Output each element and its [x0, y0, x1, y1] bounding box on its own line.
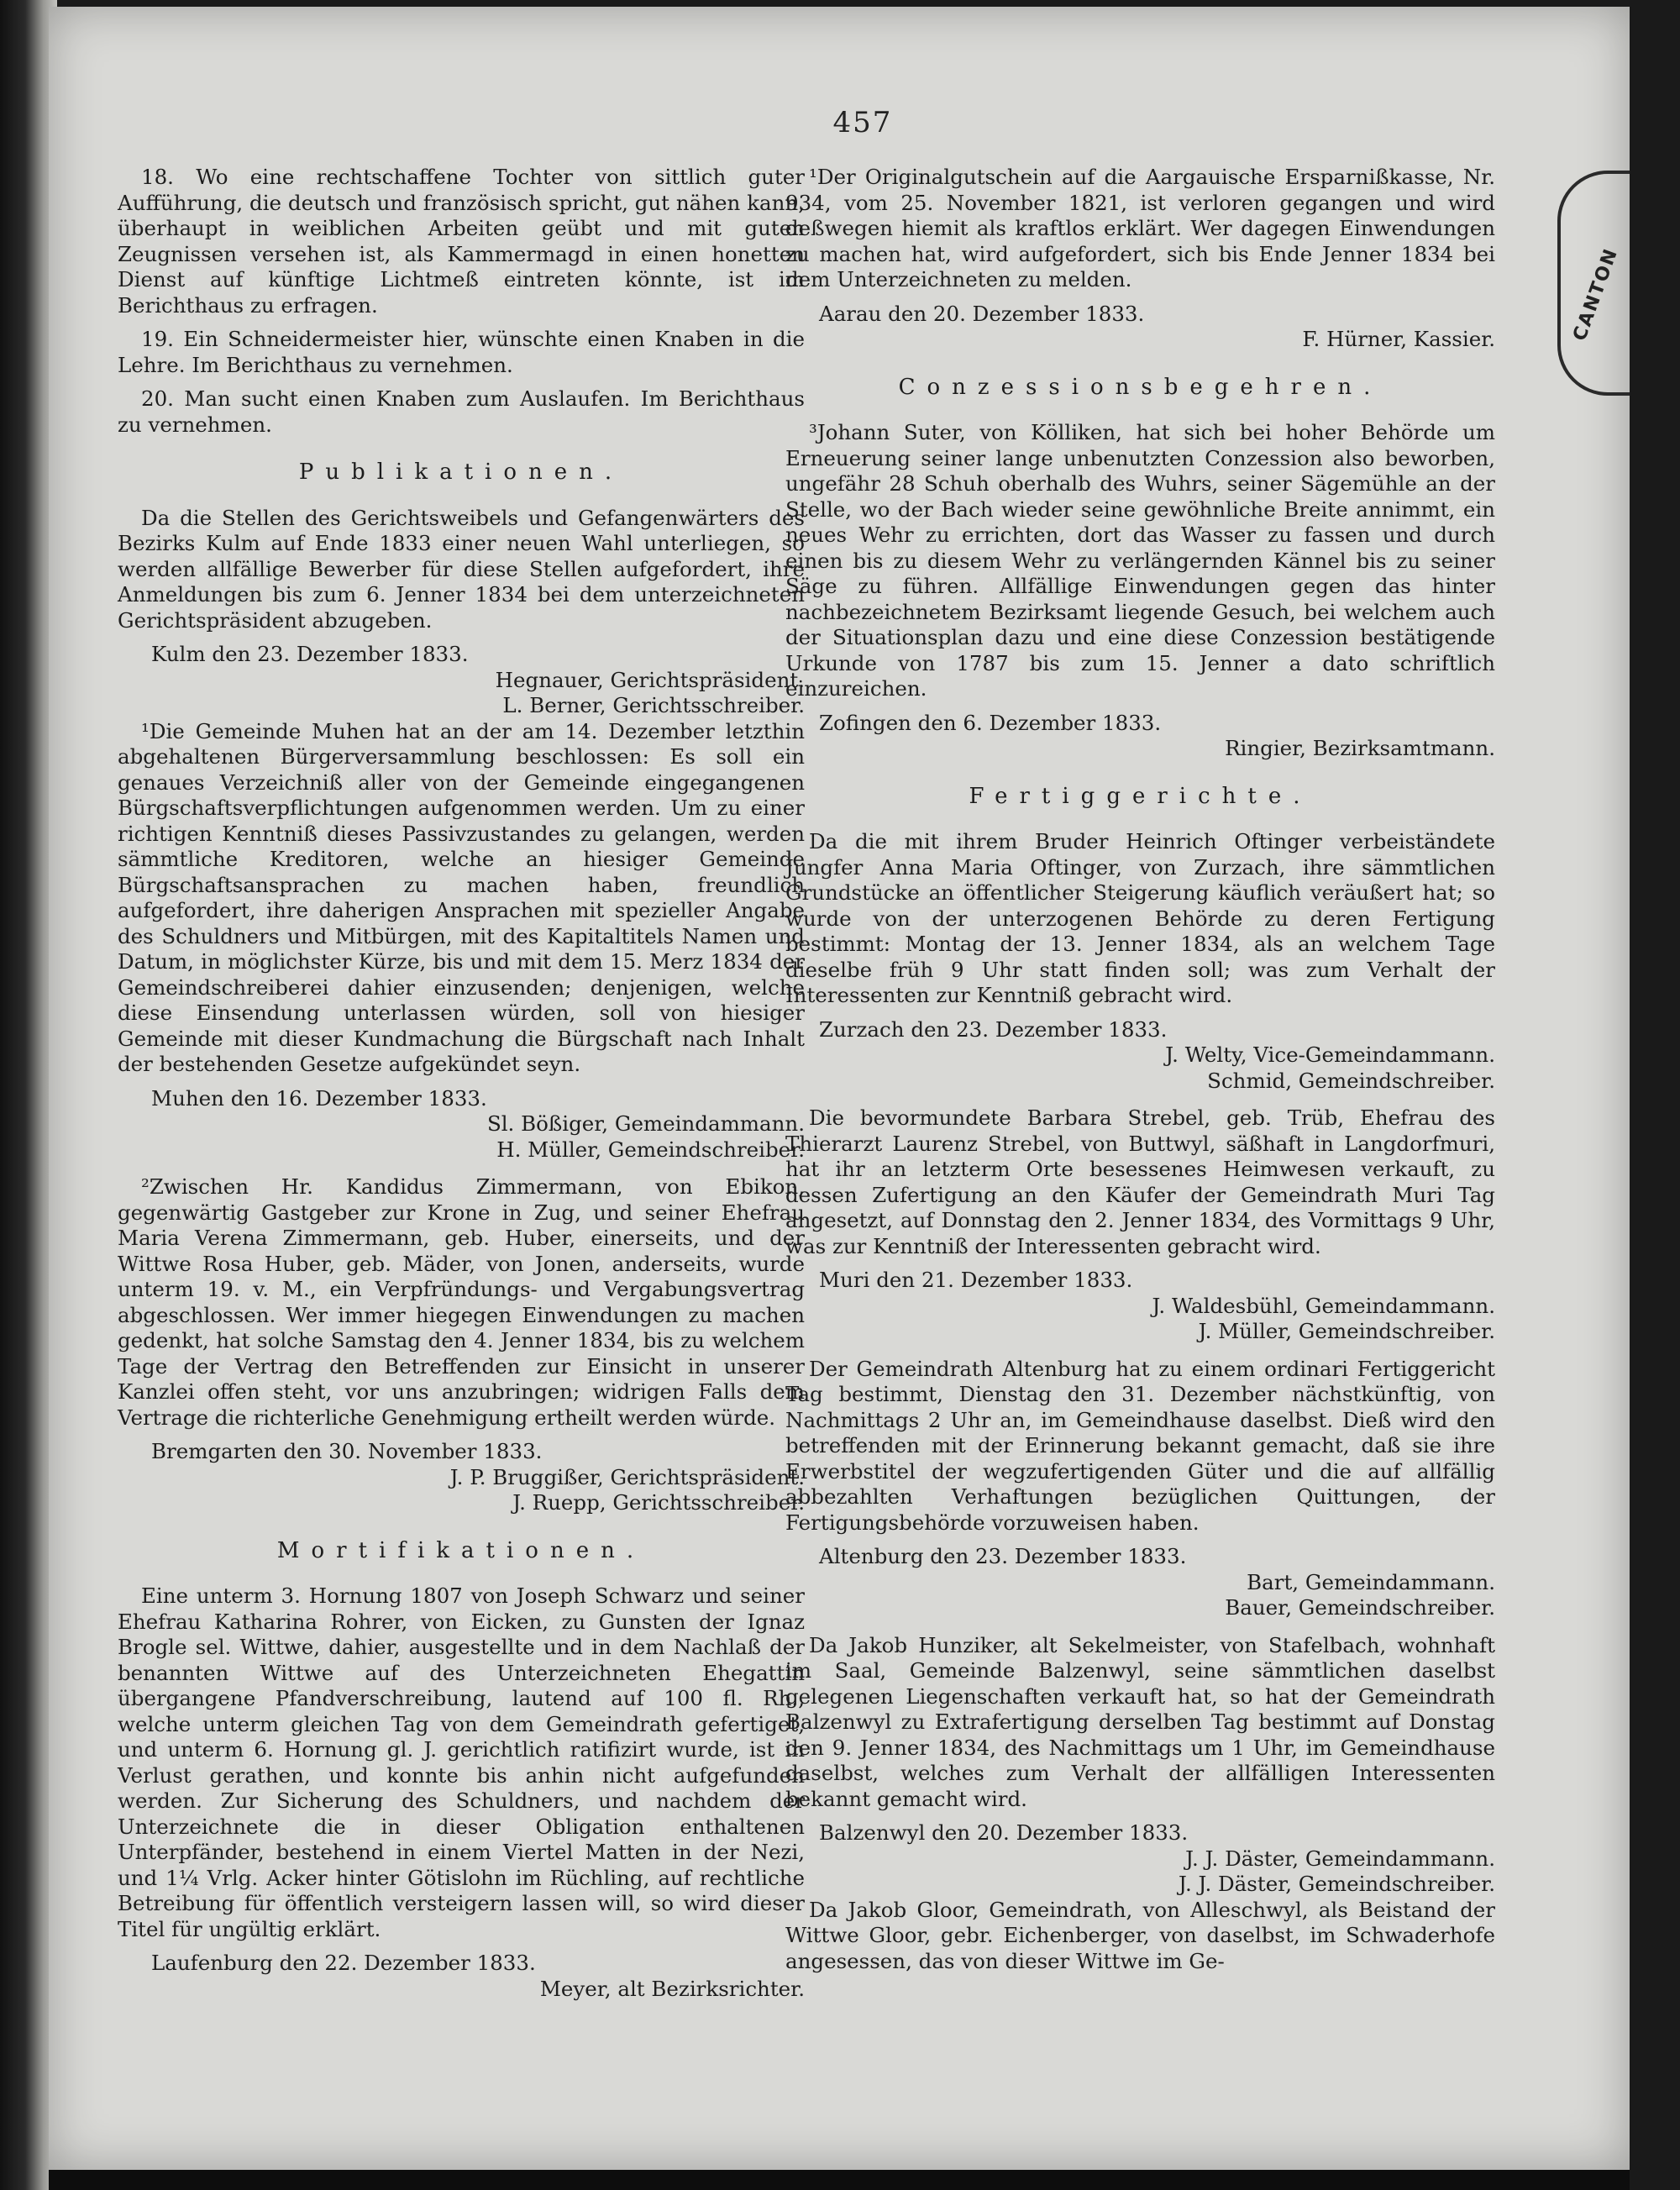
fertig-altenburg-date: Altenburg den 23. Dezember 1833. — [819, 1544, 1187, 1568]
publikation-muhen-signature-2: H. Müller, Gemeindschreiber. — [496, 1137, 805, 1162]
mortifikation-aarau-date: Aarau den 20. Dezember 1833. — [819, 301, 1145, 326]
konzession-zofingen-signature: Ringier, Bezirksamtmann. — [1225, 736, 1495, 760]
notice-19: 19. Ein Schneidermeister hier, wünschte einen Knaben in die Lehre. Im Berichthaus zu vernehmen. — [118, 327, 805, 377]
page-number: 457 — [832, 106, 893, 139]
section-heading-mortifikationen: Mortifikationen. — [276, 1537, 646, 1563]
publikation-bremgarten-signature-2: J. Ruepp, Gerichtsschreiber. — [512, 1490, 805, 1515]
mortifikation-laufenburg-date: Laufenburg den 22. Dezember 1833. — [151, 1951, 536, 1975]
fertig-muri-signature-1: J. Waldesbühl, Gemeindammann. — [1152, 1293, 1495, 1318]
section-heading-publikationen: Publikationen. — [298, 460, 624, 485]
fertig-zurzach-signature-1: J. Welty, Vice-Gemeindammann. — [1165, 1042, 1495, 1067]
publikation-muhen-text: ¹Die Gemeinde Muhen hat an der am 14. Dezember letzthin abgehaltenen Bürgerversammlung beschlossen: Es soll ein genaues Verzeichniß aller von der Gemeinde eingegangenen Bürgschaftsverpflichtungen aufgenommen werden. Um zu einer richtigen Kenntniß dieses Passivzustandes zu gelangen, werden sämmtliche Kreditoren, welche an hiesiger Gemeinde Bürgschaftsansprachen zu machen haben, freundlich aufgefordert, ihre daherigen Ansprachen mit spezieller Angabe des Schuldners und Mitbürgen, mit des Kapitaltitels Namen und Datum, in möglichster Kürze, bis und mit dem 15. Merz 1834 der Gemeindschreiberei dahier einzusenden; denjenigen, welche diese Einsendung unterlassen würden, soll von hiesiger Gemeinde mit dieser Kundmachung die Bürgschaft nach Inhalt der bestehenden Gesetze aufgekündet seyn. — [118, 718, 805, 1076]
konzession-zofingen-date: Zofingen den 6. Dezember 1833. — [819, 710, 1162, 735]
fertig-muri-date: Muri den 21. Dezember 1833. — [819, 1268, 1133, 1292]
fertig-zurzach-text: Da die mit ihrem Bruder Heinrich Oftinger verbeiständete Jungfer Anna Maria Oftinger, von Zurzach, ihre sämmtlichen Grundstücke an öffentlicher Steigerung käuflich veräußert hat; so wurde von der unterzogenen Behörde zu deren Fertigung bestimmt: Montag der 13. Jenner 1834, als an welchem Tage dieselbe früh 9 Uhr statt finden soll; was zum Verhalt der Interessenten zur Kenntniß gebracht wird. — [785, 829, 1495, 1007]
fertig-balzenwyl-text: Da Jakob Hunziker, alt Sekelmeister, von Stafelbach, wohnhaft im Saal, Gemeinde Balzenwyl, seine sämmtlichen daselbst gelegenen Liegenschaften verkauft hat, so hat der Gemeindrath Balzenwyl zu Extrafertigung derselben Tag bestimmt auf Donstag den 9. Jenner 1834, des Nachmittags um 1 Uhr, im Gemeindhause daselbst, welches zum Verhalt der allfälligen Interessenten bekannt gemacht wird. — [785, 1632, 1495, 1811]
publikation-bremgarten-date: Bremgarten den 30. November 1833. — [151, 1439, 543, 1463]
publikation-muhen-signature-1: Sl. Bößiger, Gemeindammann. — [486, 1111, 805, 1136]
fertig-muri-text: Die bevormundete Barbara Strebel, geb. Trüb, Ehefrau des Thierarzt Laurenz Strebel, von Buttwyl, säßhaft in Langdorfmuri, hat ihr an letzterm Orte besessenes Heimwesen verkauft, zu dessen Zufertigung an den Käufer der Gemeindrath Muri Tag angesetzt, auf Donnstag den 2. Jenner 1834, des Vormittags 9 Uhr, was zur Kenntniß der Interessenten gebracht wird. — [785, 1106, 1495, 1258]
fertig-altenburg-text: Der Gemeindrath Altenburg hat zu einem ordinari Fertiggericht Tag bestimmt, Dienstag den 31. Dezember nächstkünftig, von Nachmittags 2 Uhr an, im Gemeindhause daselbst. Dieß wird den betreffenden mit der Erinnerung bekannt gemacht, daß sie ihre Erwerbstitel der wegzufertigenden Güter und die auf allfällig abbezahlten Verhaftungen bezüglichen Quittungen, der Fertigungsbehörde vorzuweisen haben. — [785, 1356, 1495, 1535]
fertig-altenburg-signature-2: Bauer, Gemeindschreiber. — [1225, 1595, 1495, 1620]
publikation-kulm-date: Kulm den 23. Dezember 1833. — [151, 642, 469, 666]
publikation-kulm-signature-2: L. Berner, Gerichtsschreiber. — [502, 693, 805, 717]
mortifikation-laufenburg-text: Eine unterm 3. Hornung 1807 von Joseph Schwarz und seiner Ehefrau Katharina Rohrer, von Eicken, zu Gunsten der Ignaz Brogle sel. Wittwe, dahier, ausgestellte und in dem Nachlaß der benannten Wittwe auf des Unterzeichneten Ehegattin übergangene Pfandverschreibung, lautend auf 100 fl. Rh., welche unterm gleichen Tag von dem Gemeindrath gefertiget, und unterm 6. Hornung gl. J. gerichtlich ratifizirt wurde, ist in Verlust gerathen, und konnte bis anhin nicht aufgefunden werden. Zur Sicherung des Schuldners, und nachdem der Unterzeichnete die in dieser Obligation enthaltenen Unterpfänder, bestehend in einem Viertel Matten in der Nezi, und 1¼ Vrlg. Acker hinter Götislohn im Rüchling, auf rechtliche Betreibung für öffentlich versteigern lassen will, so wird dieser Titel für ungültig erklärt. — [118, 1583, 805, 1941]
section-heading-conzessionsbegehren: Conzessionsbegehren. — [898, 374, 1383, 400]
fertig-balzenwyl-signature-2: J. J. Däster, Gemeindschreiber. — [1179, 1872, 1495, 1896]
scan-bottom-border — [49, 2170, 1630, 2190]
fertig-muri-signature-2: J. Müller, Gemeindschreiber. — [1198, 1319, 1495, 1343]
fertig-balzenwyl-date: Balzenwyl den 20. Dezember 1833. — [819, 1820, 1189, 1845]
notice-20: 20. Man sucht einen Knaben zum Auslaufen. Im Berichthaus zu vernehmen. — [118, 386, 805, 437]
fertig-altenburg-signature-1: Bart, Gemeindammann. — [1247, 1569, 1495, 1594]
fertig-balzenwyl-signature-1: J. J. Däster, Gemeindammann. — [1185, 1846, 1495, 1871]
publikation-kulm-text: Da die Stellen des Gerichtsweibels und Gefangenwärters des Bezirks Kulm auf Ende 1833 einer neuen Wahl unterliegen, so werden allfällige Bewerber für diese Stellen aufgefordert, ihre Anmeldungen bis zum 6. Jenner 1834 bei dem unterzeichneten Gerichtspräsident abzugeben. — [118, 505, 805, 633]
left-column — [118, 165, 805, 2002]
publikation-kulm-signature-1: Hegnauer, Gerichtspräsident. — [495, 667, 805, 692]
publikation-bremgarten-signature-1: J. P. Bruggißer, Gerichtspräsident. — [449, 1464, 805, 1489]
fertig-alleschwyl-text: Da Jakob Gloor, Gemeindrath, von Alleschwyl, als Beistand der Wittwe Gloor, gebr. Eichenberger, von daselbst, im Schwaderhofe angesessen, das von dieser Wittwe im Ge- — [785, 1897, 1495, 1973]
mortifikation-laufenburg-signature: Meyer, alt Bezirksrichter. — [539, 1976, 805, 2001]
publikation-muhen-date: Muhen den 16. Dezember 1833. — [151, 1085, 487, 1111]
right-column — [785, 165, 1495, 1983]
konzession-koelliken-text: ³Johann Suter, von Kölliken, hat sich bei hoher Behörde um Erneuerung seiner lange unbenutzten Conzession also beworben, ungefähr 28 Schuh oberhalb des Wuhrs, seiner Sägemühle an der Stelle, wo der Bach wieder seine gewöhnliche Breite annimmt, ein neues Wehr zu errichten, dort das Wasser zu fassen und durch einen bis zu diesem Wehr zu verlängernden Kännel bis zu seiner Säge zu führen. Allfällige Einwendungen gegen das hinter nachbezeichnetem Bezirksamt liegende Gesuch, bei welchem auch der Situationsplan dazu und eine diese Conzession bestätigende Urkunde von 1787 bis zum 15. Jenner a dato schriftlich einzureichen. — [785, 420, 1495, 701]
fertig-zurzach-signature-2: Schmid, Gemeindschreiber. — [1207, 1068, 1495, 1093]
section-heading-fertiggerichte: Fertiggerichte. — [969, 783, 1312, 809]
fertig-zurzach-date: Zurzach den 23. Dezember 1833. — [819, 1016, 1168, 1042]
notice-18: 18. Wo eine rechtschaffene Tochter von sittlich guter Aufführung, die deutsch und französisch spricht, gut nähen kann, überhaupt in weiblichen Arbeiten geübt und mit guten Zeugnissen versehen ist, als Kammermagd in einen honetten Dienst auf künftige Lichtmeß eintreten könnte, ist im Berichthaus zu erfragen. — [118, 165, 805, 318]
library-stamp-text: CANTON — [1569, 244, 1623, 344]
mortifikation-aarau-text: ¹Der Originalgutschein auf die Aargauische Ersparnißkasse, Nr. 934, vom 25. November 1821, ist verloren gegangen und wird deßwegen hiemit als kraftlos erklärt. Wer dagegen Einwendungen zu machen hat, wird aufgefordert, sich bis Ende Jenner 1834 bei dem Unterzeichneten zu melden. — [785, 165, 1495, 291]
mortifikation-aarau-signature: F. Hürner, Kassier. — [1302, 327, 1495, 351]
publikation-bremgarten-text: ²Zwischen Hr. Kandidus Zimmermann, von Ebikon, gegenwärtig Gastgeber zur Krone in Zug, und seiner Ehefrau Maria Verena Zimmermann, geb. Huber, einerseits, und der Wittwe Rosa Huber, geb. Mäder, von Jonen, anderseits, wurde unterm 19. v. M., ein Verpfründungs- und Vergabungsvertrag abgeschlossen. Wer immer hiegegen Einwendungen zu machen gedenkt, hat solche Samstag den 4. Jenner 1834, bis zu welchem Tage der Vertrag den Betreffenden zur Einsicht in unserer Kanzlei offen steht, vor uns anzubringen; widrigen Falls dem Vertrage die richterliche Genehmigung ertheilt werden würde. — [118, 1174, 805, 1430]
